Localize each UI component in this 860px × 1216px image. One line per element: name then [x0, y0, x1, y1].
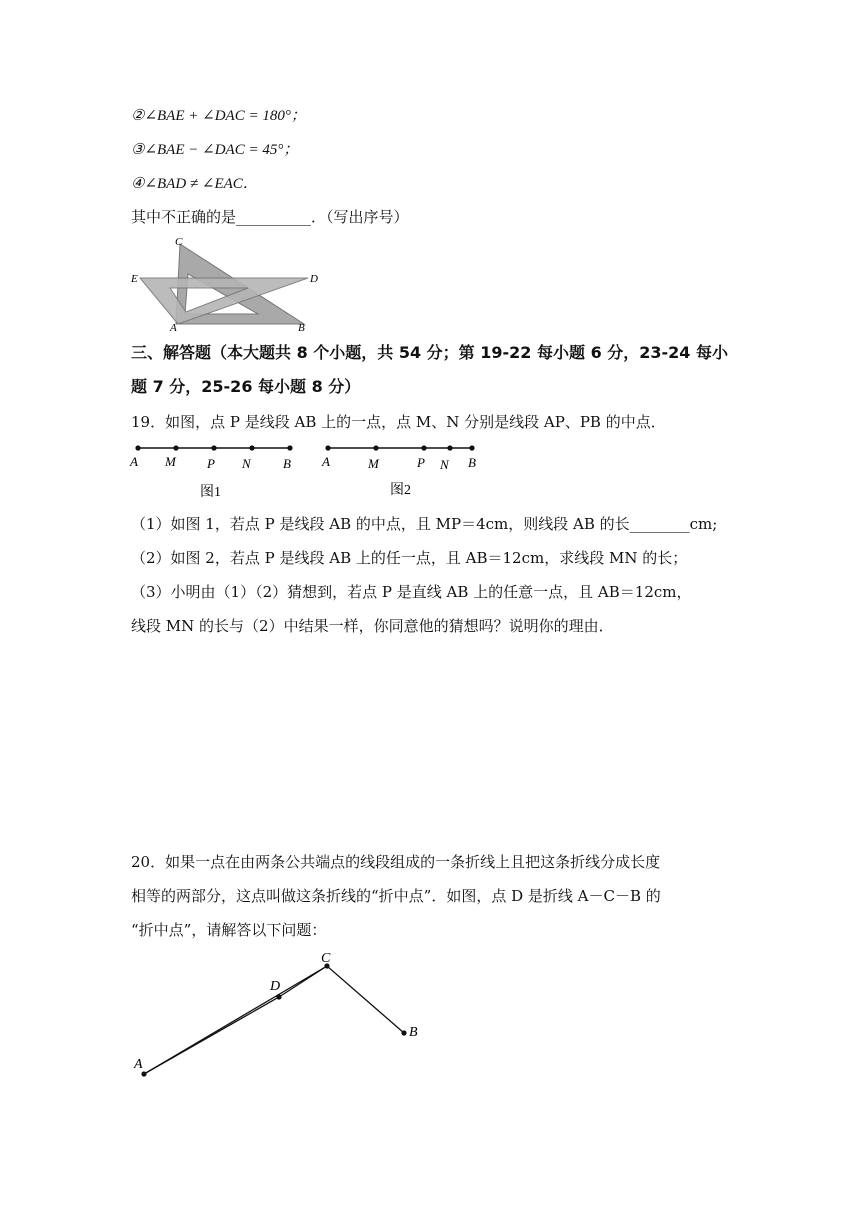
q19-fig1-caption: 图1: [200, 485, 221, 500]
q19-fig1-label-p: P: [207, 456, 215, 471]
q19-fig2-label-n: N: [440, 457, 449, 472]
q20-label-b: B: [409, 1025, 418, 1040]
q18-item-4: ④∠BAD ≠ ∠EAC．: [131, 176, 258, 192]
q19-fig2-label-a: A: [322, 454, 330, 469]
q19-part1: （1）如图 1，若点 P 是线段 AB 的中点，且 MP＝4cm，则线段 AB 的长________cm;: [131, 515, 718, 533]
q19-stem: 19．如图，点 P 是线段 AB 上的一点，点 M、N 分别是线段 AP、PB 的中点．: [131, 413, 666, 431]
q19-fig2-label-b: B: [468, 455, 476, 470]
q19-fig1-label-n: N: [242, 456, 251, 471]
q19-fig1-label-b: B: [283, 456, 291, 471]
q18-set-square-figure: [128, 234, 328, 334]
q20-broken-line-figure: [128, 946, 428, 1086]
q20-line2: 相等的两部分，这点叫做这条折线的“折中点”．如图，点 D 是折线 A－C－B 的: [131, 887, 661, 905]
q19-figures: [128, 436, 488, 502]
q19-part3-line1: （3）小明由（1）（2）猜想到，若点 P 是直线 AB 上的任意一点，且 AB＝12cm，: [131, 583, 692, 601]
q18-label-d: D: [310, 273, 318, 285]
q18-label-b: B: [298, 322, 305, 334]
q19-part3-line2: 线段 MN 的长与（2）中结果一样，你同意他的猜想吗？说明你的理由．: [131, 617, 614, 635]
q18-item-3: ③∠BAE − ∠DAC = 45°；: [131, 142, 299, 158]
q19-fig1-label-m: M: [165, 454, 176, 469]
q20-label-c: C: [321, 951, 331, 966]
q20-label-d: D: [270, 979, 281, 994]
q20-line1: 20．如果一点在由两条公共端点的线段组成的一条折线上且把这条折线分成长度: [131, 853, 661, 871]
q19-part2: （2）如图 2，若点 P 是线段 AB 上的任一点，且 AB＝12cm，求线段 MN 的长；: [131, 549, 688, 567]
section3-heading-line1: 三、解答题（本大题共 8 个小题，共 54 分；第 19-22 每小题 6 分，23-24 每小: [131, 343, 729, 362]
q19-fig2-caption: 图2: [390, 483, 411, 498]
q18-item-2: ②∠BAE + ∠DAC = 180°；: [131, 108, 306, 124]
q20-label-a: A: [134, 1057, 143, 1072]
q18-label-e: E: [131, 273, 138, 285]
q20-line3: “折中点”，请解答以下问题：: [131, 921, 327, 939]
q18-prompt: 其中不正确的是__________．（写出序号）: [131, 208, 409, 226]
q19-fig2-label-p: P: [417, 455, 425, 470]
q18-label-c: C: [175, 236, 183, 248]
q19-fig1-label-a: A: [130, 454, 138, 469]
section3-heading-line2: 题 7 分，25-26 每小题 8 分）: [131, 377, 361, 396]
q18-label-a: A: [170, 322, 177, 334]
q19-fig2-label-m: M: [368, 456, 379, 471]
